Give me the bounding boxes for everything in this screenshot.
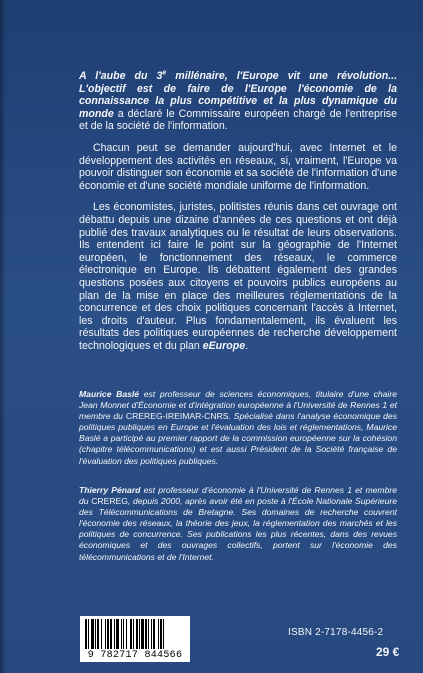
author-bio-penard-org: CREREG [91,496,128,507]
author-bio-penard-text-2: , depuis 2000, après avoir été en poste à l'École Nationale Supérieure des Télécommunications de Bretagne. Ses domaines de recherche couvrent l'économie des réseaux, la théorie des jeux, la réglementation des marchés et les politiques de concurrence. Ses publications les plus récentes, dans des revues économiques et des ouvrages collectifs, portent sur l'économie des télécommunications et de l'Internet. [79,496,398,562]
blurb-paragraph-3 [79,201,397,352]
blurb-paragraph-2: Chacun peut se demander aujourd'hui, avec Internet et le développement des activités en réseaux, si, vraiment, l'Europe va pouvoir distinguer son économie et sa société de l'information d'une économie et d'une société mondiale uniforme de l'information. [79,141,397,192]
barcode [80,616,190,662]
blurb-eeurope: eEurope [202,339,246,352]
blurb-quote: millénaire, l'Europe vit une révolution... L'objectif est de faire de l'Europe l'économie de la connaissance la plus compétitive et la plus dynamique du monde [79,70,398,120]
author-bio-basle-org: CREREG-IREIMAR-CNRS [125,411,229,422]
barcode-digits: 9 782717 844566 [84,650,186,661]
blurb-quote-superscript: e [162,69,167,77]
blurb-paragraph-1 [79,70,397,133]
author-name-basle: Maurice Baslé [79,389,140,399]
blurb-quote-attribution: a déclaré le Commissaire européen chargé de l'entreprise et de la société de l'information. [79,107,397,133]
spine-shadow [0,0,6,673]
blurb-paragraph-3-text: Les économistes, juristes, politistes réunis dans cet ouvrage ont débattu depuis une dizaine d'années de ces questions et ont déjà publié des travaux analytiques ou le résultat de leurs observations. Ils entendent ici faire le point sur la géographie de l'Internet européen, le fonctionnement des réseaux, le commerce électronique en Europe. Ils débattent également des grandes questions posées aux citoyens et pouvoirs publics européens au plan de la mise en place des meilleures réglementations de la concurrence et des choix politiques concernant l'accès à Internet, les droits d'auteur. Plus fondamentalement, ils évaluent les résultats des politiques européennes de recherche développement technologiques et du plan [79,201,397,352]
blurb-quote-start: A l'aube du 3 [79,70,163,82]
price: 29 € [376,645,400,659]
author-bio-penard-text-1: est professeur d'économie à l'Université de Rennes 1 et membre du [79,485,397,507]
author-bio-basle-text-2: . Spécialisé dans l'analyse économique des politiques publiques en Europe et l'évaluation des lois et réglementations, Maurice Baslé a participé au premier rapport de la commission européenne sur la cohésion (chapitre télécommunications) et est aussi Président de la Société française de l'évaluation des politiques publiques. [79,411,397,466]
barcode-bars [84,619,186,649]
author-name-penard: Thierry Pénard [79,485,141,495]
blurb-text [79,70,397,361]
isbn: ISBN 2-7178-4456-2 [288,627,384,638]
author-bio-basle [79,389,397,467]
blurb-paragraph-3-end: . [245,339,249,352]
author-bio-basle-text-1: est professeur de sciences économiques, titulaire d'une chaire Jean Monnet d'Économie et d'intégration européenne à l'Université de Rennes 1 et membre du [79,389,397,422]
author-bio-penard [79,485,397,563]
